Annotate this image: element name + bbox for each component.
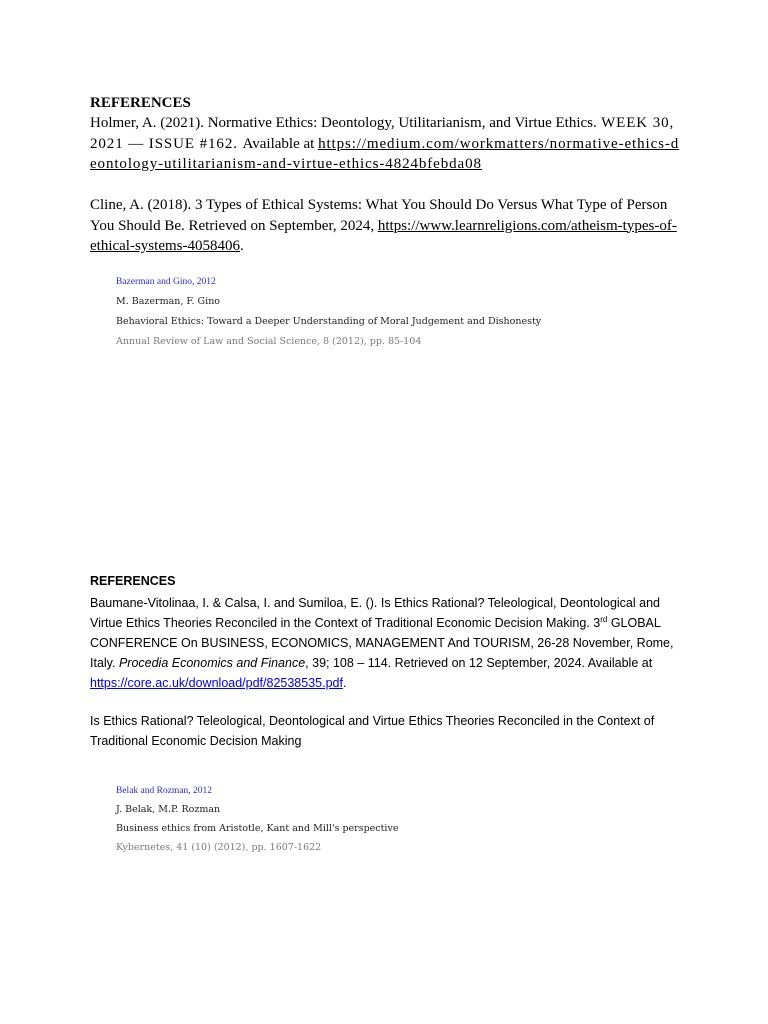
cline-link[interactable]: https://www.learnreligions.com/atheism-types-of-ethical-systems-4058406 xyxy=(90,217,677,254)
reference-cline-block xyxy=(90,195,680,257)
citation-title: Behavioral Ethics: Toward a Deeper Understanding of Moral Judgement and Dishonesty xyxy=(116,316,542,327)
reference-holmer: Holmer, A. (2021). Normative Ethics: Deontology, Utilitarianism, and Virtue Ethics. WEEK 30, 2021 — ISSUE #162. Available at https://medium.com/workmatters/normative-ethics-deontology-utilitarianism-and-virtue-ethics-4824bfebda08 xyxy=(90,115,680,172)
core-link[interactable]: https://core.ac.uk/download/pdf/82538535.pdf xyxy=(90,676,343,690)
citation-belak xyxy=(116,785,676,854)
references-section-1 xyxy=(90,93,680,175)
references-heading: REFERENCES xyxy=(90,574,176,588)
citation-title: Business ethics from Aristotle, Kant and Mill's perspective xyxy=(116,823,399,834)
paper-title-line: Is Ethics Rational? Teleological, Deontological and Virtue Ethics Theories Reconciled in the Context of Traditional Economic Decision Making xyxy=(90,714,655,748)
citation-authors: J. Belak, M.P. Rozman xyxy=(116,804,221,815)
citation-short-link[interactable]: Belak and Rozman, 2012 xyxy=(116,786,213,796)
citation-bazerman xyxy=(116,276,676,348)
references-section-2 xyxy=(90,573,680,693)
reference-baumane: Baumane-Vitolinaa, I. & Calsa, I. and Sumiloa, E. (). Is Ethics Rational? Teleological, Deontological and Virtue Ethics Theories Reconciled in the Context of Traditional Economic Decision Making. 3rd GLOBAL CONFERENCE On BUSINESS, ECONOMICS, MANAGEMENT And TOURISM, 26-28 November, Rome, Italy. Procedia Economics and Finance, 39; 108 – 114. Retrieved on 12 September, 2024. Available at https://core.ac.uk/download/pdf/82538535.pdf. xyxy=(90,596,674,690)
holmer-link[interactable]: https://medium.com/workmatters/normative-ethics-deontology-utilitarianism-and-virtue-ethics-4824bfebda08 xyxy=(90,135,680,172)
citation-source: Kybernetes, 41 (10) (2012), pp. 1607-1622 xyxy=(116,842,322,853)
references-heading: REFERENCES xyxy=(90,95,191,111)
citation-short-link[interactable]: Bazerman and Gino, 2012 xyxy=(116,277,216,287)
citation-source: Annual Review of Law and Social Science, 8 (2012), pp. 85-104 xyxy=(116,336,422,347)
citation-authors: M. Bazerman, F. Gino xyxy=(116,296,221,307)
title-line-block xyxy=(90,711,680,751)
reference-cline: Cline, A. (2018). 3 Types of Ethical Systems: What You Should Do Versus What Type of Person You Should Be. Retrieved on September, 2024, https://www.learnreligions.com/atheism-types-of-ethical-systems-4058406. xyxy=(90,197,677,254)
